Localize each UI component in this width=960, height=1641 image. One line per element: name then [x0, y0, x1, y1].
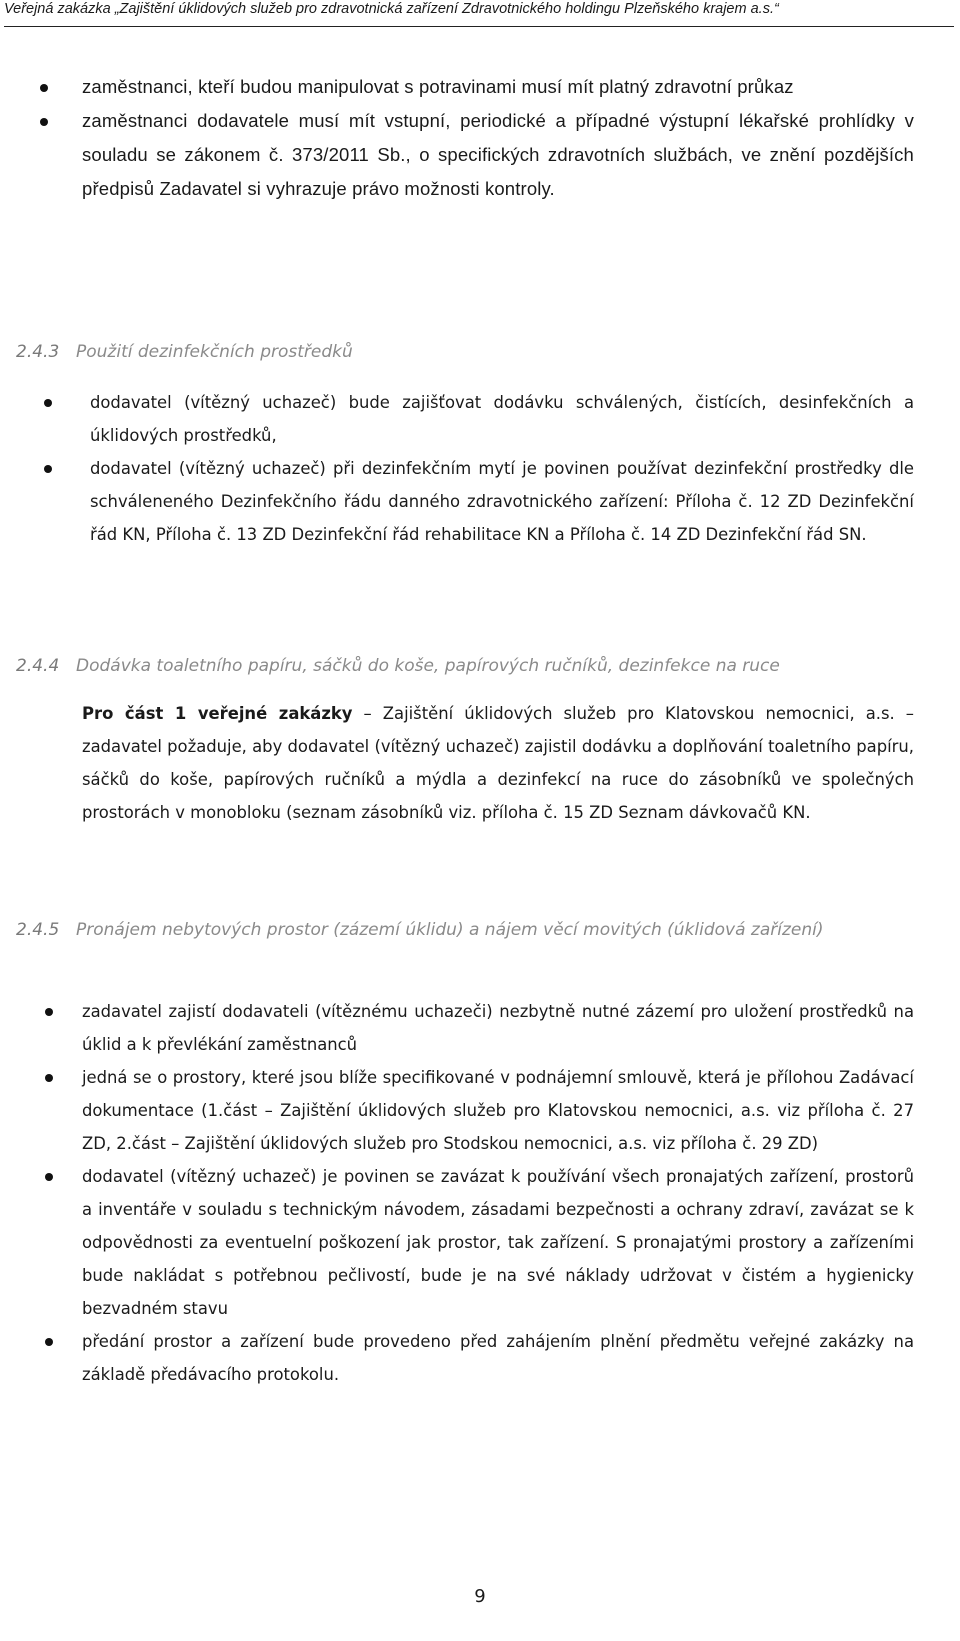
bullet-icon	[45, 1008, 53, 1016]
bullet-icon	[45, 1074, 53, 1082]
list-item-text: zaměstnanci, kteří budou manipulovat s potravinami musí mít platný zdravotní průkaz	[82, 76, 794, 97]
section-number: 2.4.4	[16, 656, 60, 676]
header-title: „Zajištění úklidových služeb pro zdravotnická zařízení Zdravotnického holdingu Plzeňského krajem a.s.“	[114, 1, 779, 17]
section-title: Dodávka toaletního papíru, sáčků do koše, papírových ručníků, dezinfekce na ruce	[76, 656, 780, 676]
bullet-icon	[40, 118, 48, 126]
section-heading-2-4-4	[16, 656, 780, 676]
section-2-4-4-paragraph	[82, 697, 914, 829]
list-item	[90, 452, 914, 551]
section-title: Pronájem nebytových prostor (zázemí úklidu) a nájem věcí movitých (úklidová zařízení)	[76, 920, 824, 940]
bullet-icon	[45, 1173, 53, 1181]
list-item-text: jedná se o prostory, které jsou blíže specifikované v podnájemní smlouvě, která je přílohou Zadávací dokumentace (1.část – Zajištění úklidových služeb pro Klatovskou nemocnici, a.s. viz příloha č. 27 ZD, 2.část – Zajištění úklidových služeb pro Stodskou nemocnici, a.s. viz příloha č. 29 ZD)	[82, 1068, 914, 1153]
running-header	[4, 0, 954, 27]
top-bullet-list	[82, 70, 914, 206]
paragraph-bold-lead: Pro část 1 veřejné zakázky	[82, 704, 353, 723]
header-prefix: Veřejná zakázka	[4, 1, 111, 17]
page-number: 9	[474, 1586, 486, 1607]
section-heading-2-4-3	[16, 342, 353, 362]
list-item	[82, 70, 914, 104]
list-item	[82, 1160, 914, 1325]
list-item-text: dodavatel (vítězný uchazeč) bude zajišťovat dodávku schválených, čistících, desinfekčních a úklidových prostředků,	[90, 393, 914, 445]
list-item	[82, 1061, 914, 1160]
list-item	[82, 1325, 914, 1391]
list-item	[82, 104, 914, 206]
bullet-icon	[45, 1338, 53, 1346]
list-item-text: dodavatel (vítězný uchazeč) při dezinfekčním mytí je povinen používat dezinfekční prostředky dle schváleneného Dezinfekčního řádu danného zdravotnického zařízení: Příloha č. 12 ZD Dezinfekční řád KN, Příloha č. 13 ZD Dezinfekční řád rehabilitace KN a Příloha č. 14 ZD Dezinfekční řád SN.	[90, 459, 914, 544]
list-item-text: zadavatel zajistí dodavateli (vítěznému uchazeči) nezbytně nutné zázemí pro uložení prostředků na úklid a k převlékání zaměstnanců	[82, 1002, 914, 1054]
section-number: 2.4.3	[16, 342, 60, 362]
section-title: Použití dezinfekčních prostředků	[76, 342, 353, 362]
list-item	[90, 386, 914, 452]
list-item-text: dodavatel (vítězný uchazeč) je povinen se zavázat k používání všech pronajatých zařízení, prostorů a inventáře v souladu s technickým návodem, zásadami bezpečnosti a ochrany zdraví, zavázat se k odpovědnosti za eventuelní poškození jak prostor, tak zařízení. S pronajatými prostory a zařízeními bude nakládat s potřebnou pečlivostí, bude je na své náklady udržovat v čistém a hygienicky bezvadném stavu	[82, 1167, 914, 1318]
bullet-icon	[40, 84, 48, 92]
paragraph-text: – Zajištění úklidových služeb pro Klatovskou nemocnici, a.s. – zadavatel požaduje, aby dodavatel (vítězný uchazeč) zajistil dodávku a doplňování toaletního papíru, sáčků do koše, papírových ručníků a mýdla a dezinfekcí na ruce do zásobníků ve společných prostorách v monobloku (seznam zásobníků viz. příloha č. 15 ZD Seznam dávkovačů KN.	[82, 704, 914, 822]
list-item-text: předání prostor a zařízení bude provedeno před zahájením plnění předmětu veřejné zakázky na základě předávacího protokolu.	[82, 1332, 914, 1384]
list-item	[82, 995, 914, 1061]
section-2-4-3-list	[90, 386, 914, 551]
section-number: 2.4.5	[16, 920, 60, 940]
bullet-icon	[44, 465, 52, 473]
section-2-4-5-list	[82, 995, 914, 1391]
section-heading-2-4-5	[16, 914, 914, 947]
list-item-text: zaměstnanci dodavatele musí mít vstupní, periodické a případné výstupní lékařské prohlídky v souladu se zákonem č. 373/2011 Sb., o specifických zdravotních službách, ve znění pozdějších předpisů Zadavatel si vyhrazuje právo možnosti kontroly.	[82, 110, 914, 199]
bullet-icon	[44, 399, 52, 407]
